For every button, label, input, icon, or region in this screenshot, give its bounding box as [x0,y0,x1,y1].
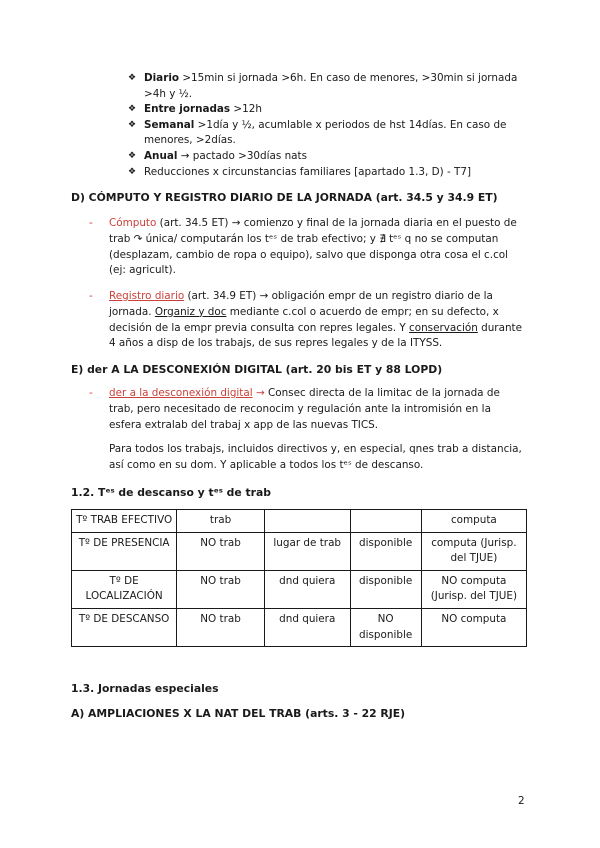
table-cell: NO computa (Jurisp. del TJUE) [421,570,526,608]
desconexion-text: Consec directa de la limitac de la jornada de trab, pero necesitado de reconocim y regulación ante la intromisión en la esfera extralab del trabaj x app de las nuevas TICS. [109,387,500,431]
bullet-term: Semanal [144,118,195,131]
arrow-icon: → [252,387,265,399]
registro-label: Registro diario [109,290,185,302]
table-cell: NO disponible [350,608,421,646]
table-cell: lugar de trab [264,532,350,570]
registro-paragraph [109,289,523,352]
table-cell: trab [177,510,265,533]
table-cell: Tº DE DESCANSO [72,608,177,646]
list-item [128,102,528,118]
section-a-heading: A) AMPLIACIONES X LA NAT DEL TRAB (arts. 3 - 22 RJE) [71,707,406,720]
table-cell [264,510,350,533]
registro-underlined-1: Organiz y doc [154,305,227,318]
dash-bullet-icon: - [89,217,93,229]
computo-text: (art. 34.5 ET) → comienzo y final de la jornada diaria en el puesto de trab ↷ única/ computarán los tᵉˢ de trab efectivo; y ∄ tᵉˢ q no se computan (desplazam, cambio de ropa o equipo), salvo que disponga otra cosa el c.col (ej: agricult). [109,217,517,277]
section-1-3-heading: 1.3. Jornadas especiales [71,682,219,695]
list-item [128,165,528,181]
desconexion-paragraph [109,386,523,433]
table-cell: NO trab [177,532,265,570]
table-cell: Tº TRAB EFECTIVO [72,510,177,533]
table-row [72,608,527,646]
table-cell: NO trab [177,570,265,608]
table-cell [350,510,421,533]
table-row [72,510,527,533]
bullet-text: >1día y ½, acumlable x periodos de hst 14días. En caso de menores, >2días. [144,118,507,147]
table-cell: computa (Jurisp. del TJUE) [421,532,526,570]
page-number: 2 [518,795,525,807]
registro-text-c: durante 4 años a disp de los trabajs, de sus repres legales y de la ITYSS. [109,321,523,350]
bullet-text: Reducciones x circunstancias familiares [apartado 1.3, D) - T7] [144,165,472,178]
bullet-term: Entre jornadas [144,103,231,116]
table-cell: computa [421,510,526,533]
bullet-text: >15min si jornada >6h. En caso de menores, >30min si jornada >4h y ½. [144,72,518,100]
section-1-2-heading: 1.2. Tᵉˢ de descanso y tᵉˢ de trab [71,486,271,499]
table-cell: NO computa [421,608,526,646]
registro-text-a: (art. 34.9 ET) → obligación empr de un registro diario de la jornada. [109,290,493,318]
registro-underlined-2: conservación [409,321,478,334]
table-cell: dnd quiera [264,570,350,608]
desconexion-label: der a la desconexión digital [109,387,253,399]
list-item [128,118,528,149]
list-item [128,149,528,165]
diamond-bullet-icon: ❖ [128,73,137,83]
table-cell: dnd quiera [264,608,350,646]
bullet-term: Diario [144,72,180,84]
table-cell: disponible [350,532,421,570]
computo-label: Cómputo [109,217,157,229]
diamond-bullet-icon: ❖ [128,119,137,130]
desconexion-scope-paragraph: Para todos los trabajs, incluidos directivos y, en especial, qnes trab a distancia, así como en su dom. Y aplicable a todos los tᵉˢ de descanso. [109,443,522,471]
bullet-text: >12h [230,103,262,116]
diamond-bullet-icon: ❖ [128,104,137,115]
bullet-text: → pactado >30días nats [177,149,308,162]
computo-paragraph [109,216,523,279]
table-cell: disponible [350,570,421,608]
bullet-term: Anual [144,149,178,162]
table-row [72,570,527,608]
rest-time-table [71,509,527,647]
diamond-bullet-icon: ❖ [128,150,137,161]
list-item [128,71,528,102]
table-row [72,532,527,570]
section-d-heading: D) CÓMPUTO Y REGISTRO DIARIO DE LA JORNADA (art. 34.5 y 34.9 ET) [71,191,498,204]
table-cell: Tº DE LOCALIZACIÓN [72,570,177,608]
registro-text-b: mediante c.col o acuerdo de empr; en su defecto, x decisión de la empr previa consulta con repres legales. Y [109,305,499,334]
dash-bullet-icon: - [89,387,93,399]
table-cell: Tº DE PRESENCIA [72,532,177,570]
dash-bullet-icon: - [89,290,93,302]
rest-bullet-list [128,71,528,180]
section-e-heading: E) der A LA DESCONEXIÓN DIGITAL (art. 20 bis ET y 88 LOPD) [71,363,443,376]
diamond-bullet-icon: ❖ [128,166,137,177]
table-cell: NO trab [177,608,265,646]
